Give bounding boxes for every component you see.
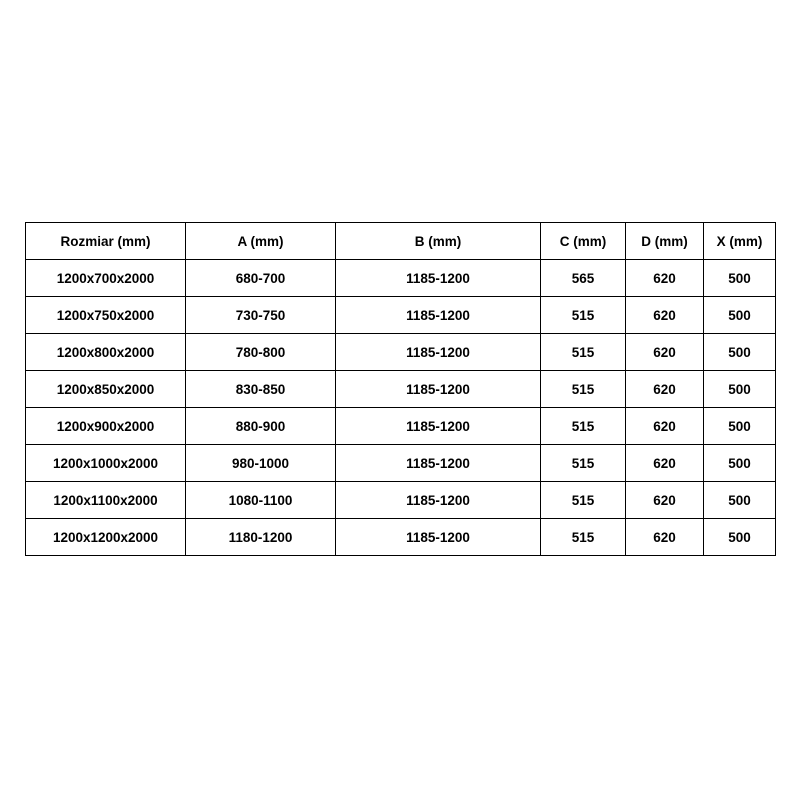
column-header-a: A (mm) [186, 223, 336, 260]
cell-size: 1200x800x2000 [26, 334, 186, 371]
table-row [26, 260, 776, 297]
specification-table [25, 222, 776, 556]
cell-d: 620 [626, 445, 704, 482]
column-header-b: B (mm) [336, 223, 541, 260]
cell-size: 1200x700x2000 [26, 260, 186, 297]
cell-d: 620 [626, 482, 704, 519]
cell-b: 1185-1200 [336, 482, 541, 519]
cell-c: 515 [541, 519, 626, 556]
cell-size: 1200x1100x2000 [26, 482, 186, 519]
cell-b: 1185-1200 [336, 445, 541, 482]
cell-x: 500 [704, 482, 776, 519]
column-header-rozmiar: Rozmiar (mm) [26, 223, 186, 260]
table-row [26, 408, 776, 445]
cell-c: 515 [541, 482, 626, 519]
cell-c: 515 [541, 445, 626, 482]
table-row [26, 297, 776, 334]
cell-c: 515 [541, 408, 626, 445]
cell-a: 1080-1100 [186, 482, 336, 519]
cell-b: 1185-1200 [336, 408, 541, 445]
table-header-row [26, 223, 776, 260]
cell-d: 620 [626, 334, 704, 371]
cell-size: 1200x900x2000 [26, 408, 186, 445]
cell-d: 620 [626, 371, 704, 408]
cell-b: 1185-1200 [336, 260, 541, 297]
cell-c: 515 [541, 371, 626, 408]
cell-x: 500 [704, 371, 776, 408]
cell-x: 500 [704, 334, 776, 371]
cell-c: 515 [541, 334, 626, 371]
cell-size: 1200x850x2000 [26, 371, 186, 408]
cell-x: 500 [704, 519, 776, 556]
cell-x: 500 [704, 408, 776, 445]
cell-x: 500 [704, 445, 776, 482]
cell-d: 620 [626, 260, 704, 297]
cell-d: 620 [626, 519, 704, 556]
cell-a: 1180-1200 [186, 519, 336, 556]
cell-b: 1185-1200 [336, 334, 541, 371]
specification-table-container [25, 222, 775, 556]
column-header-d: D (mm) [626, 223, 704, 260]
cell-a: 880-900 [186, 408, 336, 445]
cell-x: 500 [704, 260, 776, 297]
cell-b: 1185-1200 [336, 371, 541, 408]
table-header [26, 223, 776, 260]
cell-b: 1185-1200 [336, 297, 541, 334]
cell-a: 780-800 [186, 334, 336, 371]
table-row [26, 482, 776, 519]
cell-a: 730-750 [186, 297, 336, 334]
cell-a: 680-700 [186, 260, 336, 297]
cell-size: 1200x1200x2000 [26, 519, 186, 556]
cell-size: 1200x1000x2000 [26, 445, 186, 482]
cell-c: 515 [541, 297, 626, 334]
table-row [26, 334, 776, 371]
cell-a: 830-850 [186, 371, 336, 408]
cell-c: 565 [541, 260, 626, 297]
cell-b: 1185-1200 [336, 519, 541, 556]
cell-size: 1200x750x2000 [26, 297, 186, 334]
cell-a: 980-1000 [186, 445, 336, 482]
cell-x: 500 [704, 297, 776, 334]
cell-d: 620 [626, 297, 704, 334]
column-header-c: C (mm) [541, 223, 626, 260]
table-row [26, 519, 776, 556]
cell-d: 620 [626, 408, 704, 445]
column-header-x: X (mm) [704, 223, 776, 260]
table-row [26, 371, 776, 408]
table-body [26, 260, 776, 556]
table-row [26, 445, 776, 482]
